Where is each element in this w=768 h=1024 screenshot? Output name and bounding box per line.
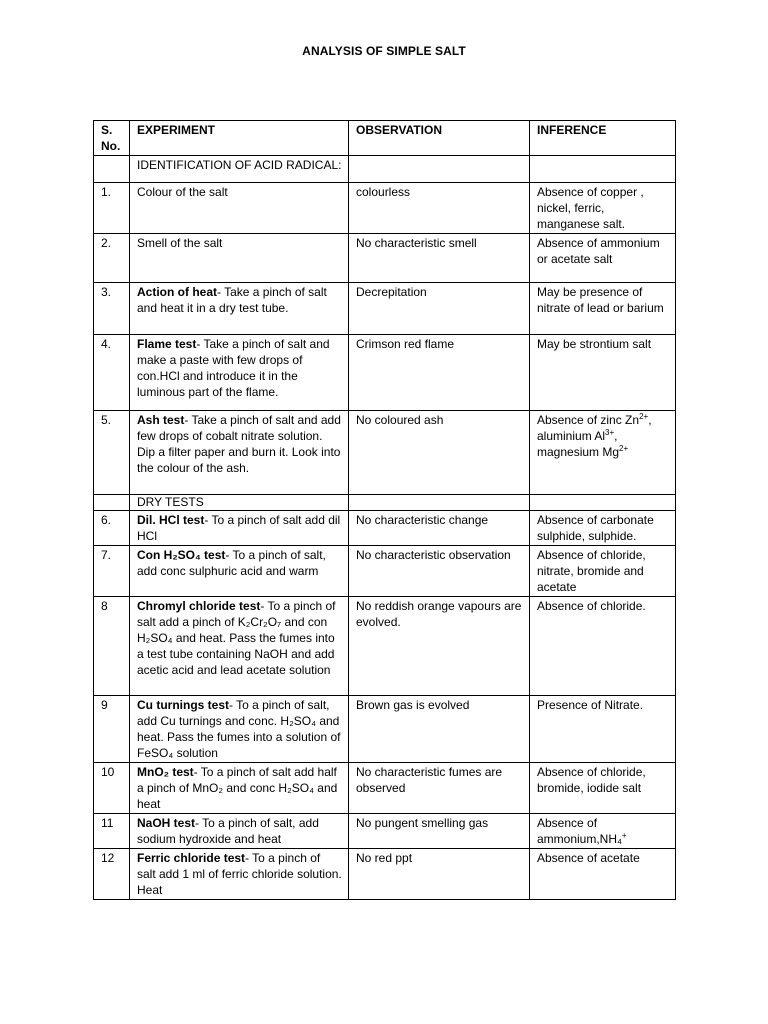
table-row [94,814,676,849]
row-number: 5. [94,411,130,495]
observation-cell: No characteristic change [349,511,530,546]
experiment-cell: Dil. HCl test- To a pinch of salt add dil HCl [130,511,349,546]
observation-cell: No characteristic fumes are observed [349,763,530,814]
table-row [94,411,676,495]
inference-cell: May be presence of nitrate of lead or barium [530,283,676,335]
document-title: ANALYSIS OF SIMPLE SALT [302,44,466,58]
inference-cell: Absence of copper , nickel, ferric, manganese salt. [530,183,676,234]
observation-cell: Crimson red flame [349,335,530,411]
inference-cell: Absence of chloride. [530,597,676,696]
inference-cell: Absence of ammonium or acetate salt [530,234,676,283]
observation-cell: No characteristic smell [349,234,530,283]
table-row [94,511,676,546]
row-number: 7. [94,546,130,597]
observation-cell: No red ppt [349,849,530,900]
inference-cell: Absence of chloride, nitrate, bromide and acetate [530,546,676,597]
inference-cell: May be strontium salt [530,335,676,411]
section-dry-tests-label: DRY TESTS [130,495,349,511]
table-row [94,763,676,814]
inference-cell: Absence of chloride, bromide, iodide salt [530,763,676,814]
table-row [94,183,676,234]
section-row-acid-radical [94,156,676,183]
row-number: 9 [94,696,130,763]
observation-cell: No reddish orange vapours are evolved. [349,597,530,696]
table-row [94,546,676,597]
experiment-cell: Action of heat- Take a pinch of salt and heat it in a dry test tube. [130,283,349,335]
table-row [94,849,676,900]
row-number: 3. [94,283,130,335]
salt-analysis-table [93,120,676,900]
observation-cell: No coloured ash [349,411,530,495]
experiment-cell: Ash test- Take a pinch of salt and add few drops of cobalt nitrate solution. Dip a filter paper and burn it. Look into the colour of the ash. [130,411,349,495]
section-acid-radical-label: IDENTIFICATION OF ACID RADICAL: [130,156,349,183]
inference-cell: Presence of Nitrate. [530,696,676,763]
experiment-cell: Con H₂SO₄ test- To a pinch of salt, add conc sulphuric acid and warm [130,546,349,597]
observation-cell: No pungent smelling gas [349,814,530,849]
experiment-cell: Flame test- Take a pinch of salt and make a paste with few drops of con.HCl and introduce it in the luminous part of the flame. [130,335,349,411]
section-row-dry-tests [94,495,676,511]
observation-cell: Brown gas is evolved [349,696,530,763]
experiment-cell: NaOH test- To a pinch of salt, add sodium hydroxide and heat [130,814,349,849]
header-experiment: EXPERIMENT [130,121,349,156]
table-row [94,597,676,696]
experiment-cell: Cu turnings test- To a pinch of salt, add Cu turnings and conc. H₂SO₄ and heat. Pass the fumes into a solution of FeSO₄ solution [130,696,349,763]
table-row [94,335,676,411]
row-number: 8 [94,597,130,696]
row-number: 11 [94,814,130,849]
observation-cell: Decrepitation [349,283,530,335]
header-observation: OBSERVATION [349,121,530,156]
inference-cell: Absence of zinc $Zn^{2+}$, aluminium $Al^{3+}$, magnesium $Mg^{2+}$ [530,411,676,495]
header-inference: INFERENCE [530,121,676,156]
table-row [94,234,676,283]
inference-cell: Absence of carbonate sulphide, sulphide. [530,511,676,546]
row-number: 10 [94,763,130,814]
row-number: 12 [94,849,130,900]
inference-cell: Absence of ammonium,NH₄+ [530,814,676,849]
header-sno: S. No. [94,121,130,156]
experiment-cell: Smell of the salt [130,234,349,283]
row-number: 2. [94,234,130,283]
observation-cell: colourless [349,183,530,234]
experiment-cell: MnO₂ test- To a pinch of salt add half a pinch of MnO₂ and conc H₂SO₄ and heat [130,763,349,814]
row-number: 1. [94,183,130,234]
table-row [94,696,676,763]
row-number: 6. [94,511,130,546]
experiment-cell: Ferric chloride test- To a pinch of salt add 1 ml of ferric chloride solution. Heat [130,849,349,900]
inference-cell: Absence of acetate [530,849,676,900]
observation-cell: No characteristic observation [349,546,530,597]
row-number: 4. [94,335,130,411]
experiment-cell: Chromyl chloride test- To a pinch of salt add a pinch of K₂Cr₂O₇ and con H₂SO₄ and heat. Pass the fumes into a test tube containing NaOH and add acetic acid and lead acetate solution [130,597,349,696]
table-row [94,283,676,335]
table-header-row [94,121,676,156]
experiment-cell: Colour of the salt [130,183,349,234]
